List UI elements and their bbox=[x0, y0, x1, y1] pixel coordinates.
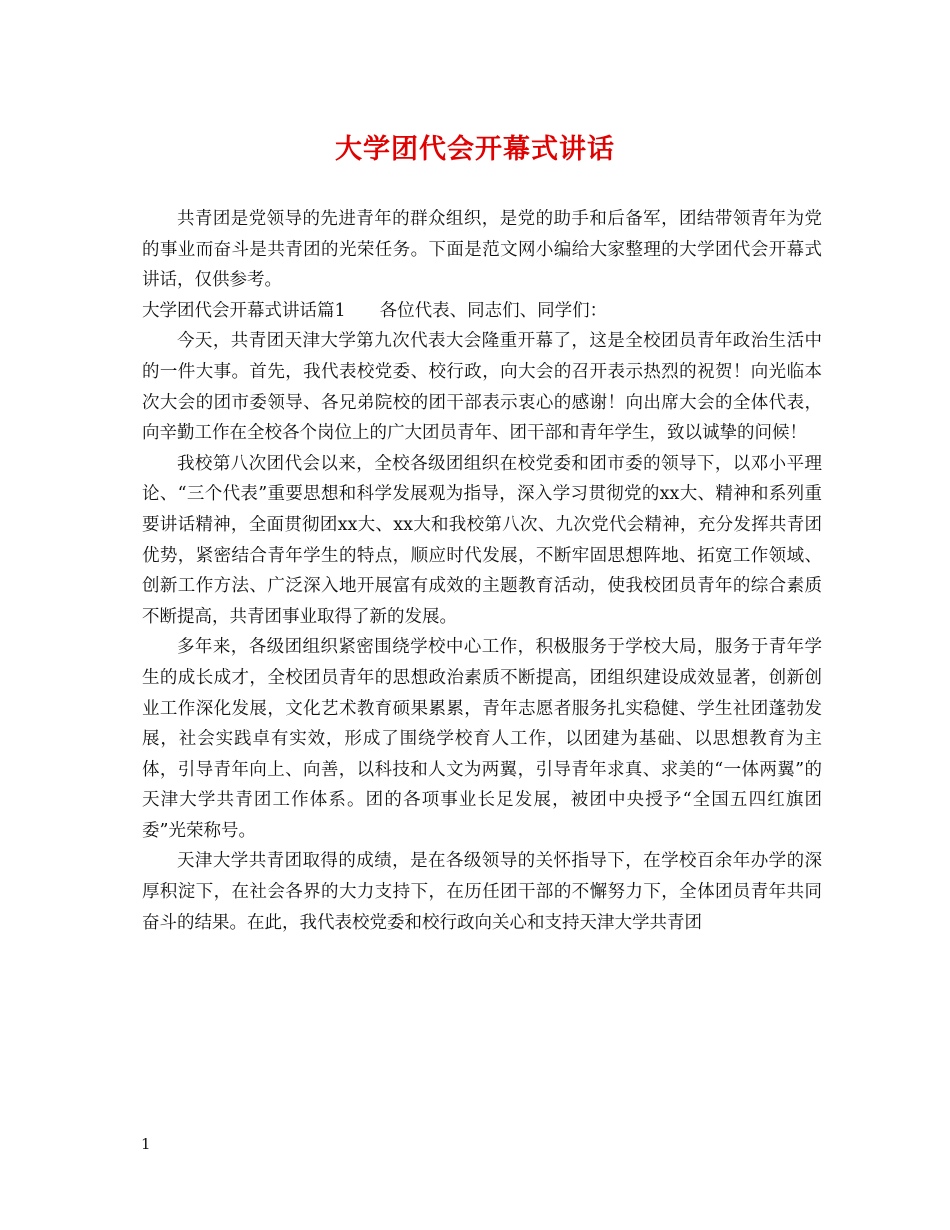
document-body bbox=[142, 204, 822, 938]
body-paragraph-2: 我校第八次团代会以来，全校各级团组织在校党委和团市委的领导下，以邓小平理论、“三个代表”重要思想和科学发展观为指导，深入学习贯彻党的xx大、精神和系列重要讲话精神，全面贯彻团xx大、xx大和我校第八次、九次党代会精神，充分发挥共青团优势，紧密结合青年学生的特点，顺应时代发展，不断牢固思想阵地、拓宽工作领域、创新工作方法、广泛深入地开展富有成效的主题教育活动，使我校团员青年的综合素质不断提高，共青团事业取得了新的发展。 bbox=[142, 453, 822, 627]
intro-paragraph: 共青团是党领导的先进青年的群众组织，是党的助手和后备军，团结带领青年为党的事业而奋斗是共青团的光荣任务。下面是范文网小编给大家整理的大学团代会开幕式讲话，仅供参考。 bbox=[142, 209, 822, 291]
body-paragraph-4: 天津大学共青团取得的成绩，是在各级领导的关怀指导下，在学校百余年办学的深厚积淀下，在社会各界的大力支持下，在历任团干部的不懈努力下，全体团员青年共同奋斗的结果。在此，我代表校党委和校行政向关心和支持天津大学共青团 bbox=[142, 851, 822, 933]
section-heading-row bbox=[142, 296, 822, 327]
salutation: 各位代表、同志们、同学们： bbox=[379, 300, 608, 321]
page-number: 1 bbox=[141, 1135, 151, 1153]
body-paragraph-1: 今天，共青团天津大学第九次代表大会隆重开幕了，这是全校团员青年政治生活中的一件大事。首先，我代表校党委、校行政，向大会的召开表示热烈的祝贺！向光临本次大会的团市委领导、各兄弟院校的团干部表示衷心的感谢！向出席大会的全体代表，向辛勤工作在全校各个岗位上的广大团员青年、团干部和青年学生，致以诚挚的问候！ bbox=[142, 331, 822, 444]
body-paragraph-3: 多年来，各级团组织紧密围绕学校中心工作，积极服务于学校大局，服务于青年学生的成长成才，全校团员青年的思想政治素质不断提高，团组织建设成效显著，创新创业工作深化发展，文化艺术教育硕果累累，青年志愿者服务扎实稳健、学生社团蓬勃发展，社会实践卓有实效，形成了围绕学校育人工作，以团建为基础、以思想教育为主体，引导青年向上、向善，以科技和人文为两翼，引导青年求真、求美的“一体两翼”的天津大学共青团工作体系。团的各项事业长足发展，被团中央授予“全国五四红旗团委”光荣称号。 bbox=[142, 637, 822, 841]
section-heading: 大学团代会开幕式讲话篇1 bbox=[142, 300, 346, 321]
document-title: 大学团代会开幕式讲话 bbox=[335, 134, 615, 165]
